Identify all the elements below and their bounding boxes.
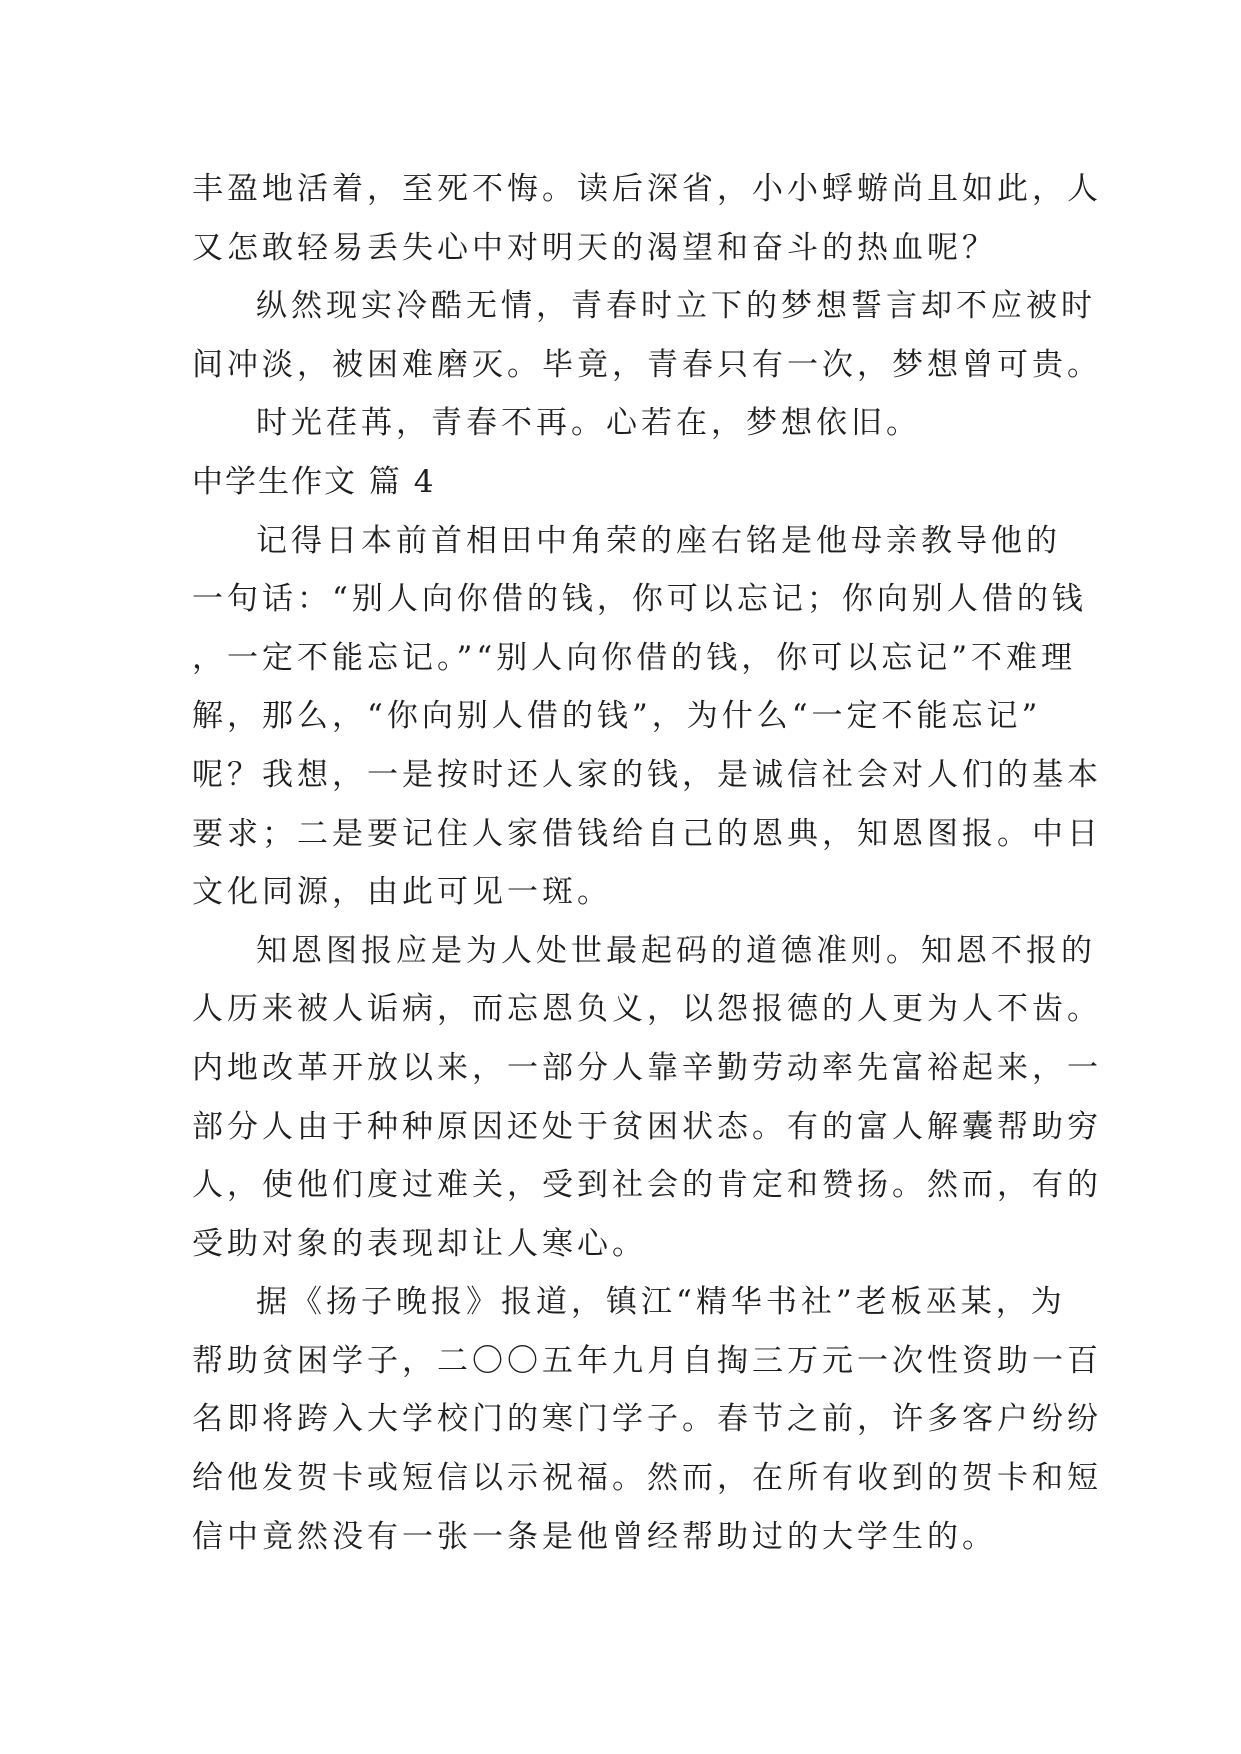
paragraph-first-line: 纵然现实冷酷无情，青春时立下的梦想誓言却不应被时 [256, 288, 1096, 325]
text-line: 内地改革开放以来，一部分人靠辛勤劳动率先富裕起来，一 [192, 1049, 1102, 1086]
section-heading: 中学生作文 篇 4 [192, 463, 436, 500]
text-line: 给他发贺卡或短信以示祝福。然而，在所有收到的贺卡和短 [192, 1460, 1102, 1497]
text-line: 呢？我想，一是按时还人家的钱，是诚信社会对人们的基本 [192, 756, 1102, 793]
text-line: 文化同源，由此可见一斑。 [192, 874, 612, 911]
text-line: 间冲淡，被困难磨灭。毕竟，青春只有一次，梦想曾可贵。 [192, 346, 1102, 383]
paragraph-first-line: 知恩图报应是为人处世最起码的道德准则。知恩不报的 [256, 932, 1096, 969]
text-line: ，一定不能忘记。”“别人向你借的钱，你可以忘记”不难理 [192, 639, 1077, 676]
text-line: 一句话：“别人向你借的钱，你可以忘记；你向别人借的钱 [192, 581, 1087, 618]
paragraph-first-line: 据《扬子晚报》报道，镇江“精华书社”老板巫某，为 [256, 1284, 1066, 1321]
text-line: 部分人由于种种原因还处于贫困状态。有的富人解囊帮助穷 [192, 1108, 1102, 1145]
paragraph-first-line: 时光荏苒，青春不再。心若在，梦想依旧。 [256, 405, 921, 442]
article-body [192, 160, 1102, 1566]
text-line: 人历来被人诟病，而忘恩负义，以怨报德的人更为人不齿。 [192, 991, 1102, 1028]
text-line: 解，那么，“你向别人借的钱”，为什么“一定不能忘记” [192, 698, 1042, 735]
text-line: 又怎敢轻易丢失心中对明天的渴望和奋斗的热血呢？ [192, 229, 997, 266]
text-line: 丰盈地活着，至死不悔。读后深省，小小蜉蝣尚且如此，人 [192, 171, 1102, 207]
text-line: 受助对象的表现却让人寒心。 [192, 1225, 647, 1262]
text-line: 名即将跨入大学校门的寒门学子。春节之前，许多客户纷纷 [192, 1401, 1102, 1438]
text-line: 帮助贫困学子，二〇〇五年九月自掏三万元一次性资助一百 [192, 1342, 1102, 1379]
text-line: 信中竟然没有一张一条是他曾经帮助过的大学生的。 [192, 1518, 997, 1555]
text-line: 人，使他们度过难关，受到社会的肯定和赞扬。然而，有的 [192, 1167, 1102, 1204]
text-line: 要求；二是要记住人家借钱给自己的恩典，知恩图报。中日 [192, 815, 1102, 852]
paragraph-first-line: 记得日本前首相田中角荣的座右铭是他母亲教导他的 [256, 522, 1061, 559]
